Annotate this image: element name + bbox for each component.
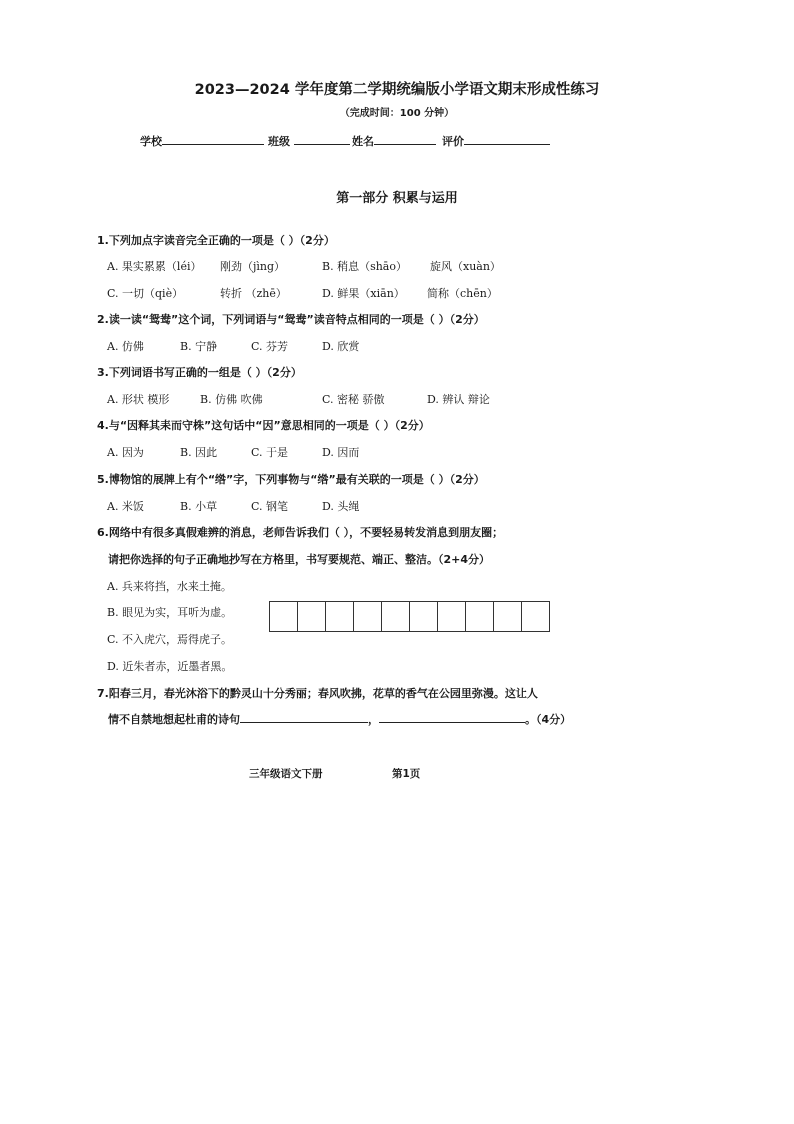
document-title: 2023—2024 学年度第二学期统编版小学语文期末形成性练习 [194,82,600,98]
class-field [268,133,350,149]
grid-cell[interactable] [465,601,494,632]
grid-cell[interactable] [297,601,326,632]
school-field [140,133,264,149]
q1-option-d2: 简称（chēn） [427,287,498,300]
grade-blank[interactable] [464,133,550,145]
name-label: 姓名 [352,135,374,148]
poem-blank-1[interactable] [240,711,368,723]
q3-option-d: D. 辨认 辩论 [427,393,490,406]
q4-option-b: B. 因此 [180,446,218,459]
q2-option-b: B. 宁静 [180,340,218,353]
q4-option-d: D. 因而 [322,446,360,459]
school-blank[interactable] [162,133,264,145]
question-5: 5.博物馆的展牌上有个“绺”字，下列事物与“绺”最有关联的一项是（ ）（2分） [97,473,485,486]
writing-grid [270,601,550,632]
q1-option-b2: 旋风（xuàn） [430,260,501,273]
q2-option-c: C. 芬芳 [251,340,289,353]
question-7-line2 [108,711,571,727]
poem-end: 。（4分） [525,713,572,726]
q2-option-d: D. 欣赏 [322,340,360,353]
footer-book: 三年级语文下册 [249,768,323,780]
q1-option-a2: 刚劲（jìng） [220,260,286,273]
q1-option-c2: 转折 （zhē） [220,287,287,300]
q1-option-d: D. 鲜果（xiān） [322,287,405,300]
question-1: 1.下列加点字读音完全正确的一项是（ ）（2分） [97,234,335,247]
q3-option-a: A. 形状 模形 [107,393,170,406]
grid-cell[interactable] [521,601,550,632]
q5-option-c: C. 钢笔 [251,500,289,513]
grid-cell[interactable] [269,601,298,632]
grid-cell[interactable] [325,601,354,632]
q1-option-c: C. 一切（qiè） [107,287,184,300]
q5-option-b: B. 小草 [180,500,218,513]
q6-option-b: B. 眼见为实，耳听为虚。 [107,606,233,619]
name-field [352,133,436,149]
q1-option-b: B. 稍息（shāo） [322,260,407,273]
q6-option-c: C. 不入虎穴，焉得虎子。 [107,633,233,646]
q4-option-a: A. 因为 [107,446,144,459]
question-3: 3.下列词语书写正确的一组是（ ）（2分） [97,366,302,379]
q4-option-c: C. 于是 [251,446,289,459]
q3-option-b: B. 仿佛 吹佛 [200,393,263,406]
grid-cell[interactable] [381,601,410,632]
poem-blank-2[interactable] [379,711,525,723]
q2-option-a: A. 仿佛 [107,340,144,353]
grid-cell[interactable] [437,601,466,632]
q1-option-a: A. 果实累累（léi） [107,260,202,273]
class-blank[interactable] [294,133,350,145]
question-2: 2.读一读“鸳鸯”这个词，下列词语与“鸳鸯”读音特点相同的一项是（ ）（2分） [97,313,485,326]
grid-cell[interactable] [353,601,382,632]
q5-option-a: A. 米饭 [107,500,144,513]
q6-option-a: A. 兵来将挡，水来土掩。 [107,580,232,593]
q3-option-c: C. 密秘 骄傲 [322,393,385,406]
name-blank[interactable] [374,133,436,145]
question-6-instruction: 请把你选择的句子正确地抄写在方格里，书写要规范、端正、整洁。（2+4分） [108,553,491,566]
footer-page: 第1页 [392,768,421,780]
question-7-lead: 情不自禁地想起杜甫的诗句 [108,713,240,726]
grade-field [442,133,550,149]
poem-comma: ， [368,713,379,726]
grid-cell[interactable] [409,601,438,632]
school-label: 学校 [140,135,162,148]
q5-option-d: D. 头绳 [322,500,360,513]
section-title: 第一部分 积累与运用 [336,191,458,206]
q6-option-d: D. 近朱者赤，近墨者黑。 [107,660,233,673]
question-6: 6.网络中有很多真假难辨的消息，老师告诉我们（ ），不要轻易转发消息到朋友圈； [97,526,504,539]
time-limit: （完成时间：100 分钟） [339,108,455,119]
grid-cell[interactable] [493,601,522,632]
class-label: 班级 [268,135,290,148]
question-4: 4.与“因释其耒而守株”这句话中“因”意思相同的一项是（ ）（2分） [97,419,430,432]
question-7: 7.阳春三月，春光沐浴下的黔灵山十分秀丽；春风吹拂，花草的香气在公园里弥漫。这让人 [97,687,538,700]
grade-label: 评价 [442,135,464,148]
